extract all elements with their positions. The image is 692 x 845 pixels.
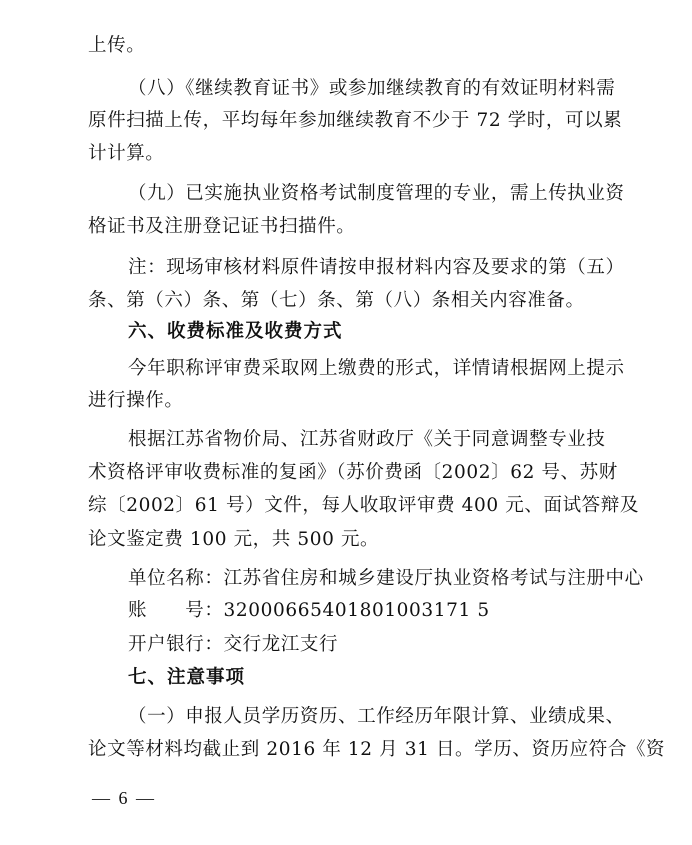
item-nine-line-1: （九）已实施执业资格考试制度管理的专业，需上传执业资 <box>128 183 625 204</box>
fees-paragraph-2-line-1: 根据江苏省物价局、江苏省财政厅《关于同意调整专业技 <box>128 429 606 450</box>
page-number: — 6 — <box>92 788 156 808</box>
paragraph-continuation-line: 上传。 <box>88 35 146 56</box>
notes-item-one-line-2: 论文等材料均截止到 2016 年 12 月 31 日。学历、资历应符合《资 <box>88 739 666 760</box>
fees-paragraph-2-line-2: 术资格评审收费标准的复函》（苏价费函〔2002〕62 号、苏财 <box>88 462 618 483</box>
fees-paragraph-1-line-2: 进行操作。 <box>88 390 184 411</box>
notes-item-one-line-1: （一）申报人员学历资历、工作经历年限计算、业绩成果、 <box>128 706 625 727</box>
bank-account-number: 账 号：32000665401801003171 5 <box>128 600 490 621</box>
fees-paragraph-1-line-1: 今年职称评审费采取网上缴费的形式，详情请根据网上提示 <box>128 358 625 379</box>
item-eight-line-3: 计计算。 <box>88 143 165 164</box>
item-nine-line-2: 格证书及注册登记证书扫描件。 <box>88 216 356 237</box>
bank-unit-name: 单位名称：江苏省住房和城乡建设厅执业资格考试与注册中心 <box>128 568 644 589</box>
note-line-1: 注：现场审核材料原件请按申报材料内容及要求的第（五） <box>128 257 625 278</box>
fees-paragraph-2-line-4: 论文鉴定费 100 元，共 500 元。 <box>88 529 380 550</box>
item-eight-line-2: 原件扫描上传，平均每年参加继续教育不少于 72 学时，可以累 <box>88 110 623 131</box>
bank-name: 开户银行：交行龙江支行 <box>128 634 339 655</box>
note-line-2: 条、第（六）条、第（七）条、第（八）条相关内容准备。 <box>88 290 585 311</box>
section-heading-notes: 七、注意事项 <box>128 667 246 688</box>
item-eight-line-1: （八）《继续教育证书》或参加继续教育的有效证明材料需 <box>128 78 616 99</box>
section-heading-fees: 六、收费标准及收费方式 <box>128 321 343 342</box>
fees-paragraph-2-line-3: 综〔2002〕61 号）文件，每人收取评审费 400 元、面试答辩及 <box>88 495 639 516</box>
